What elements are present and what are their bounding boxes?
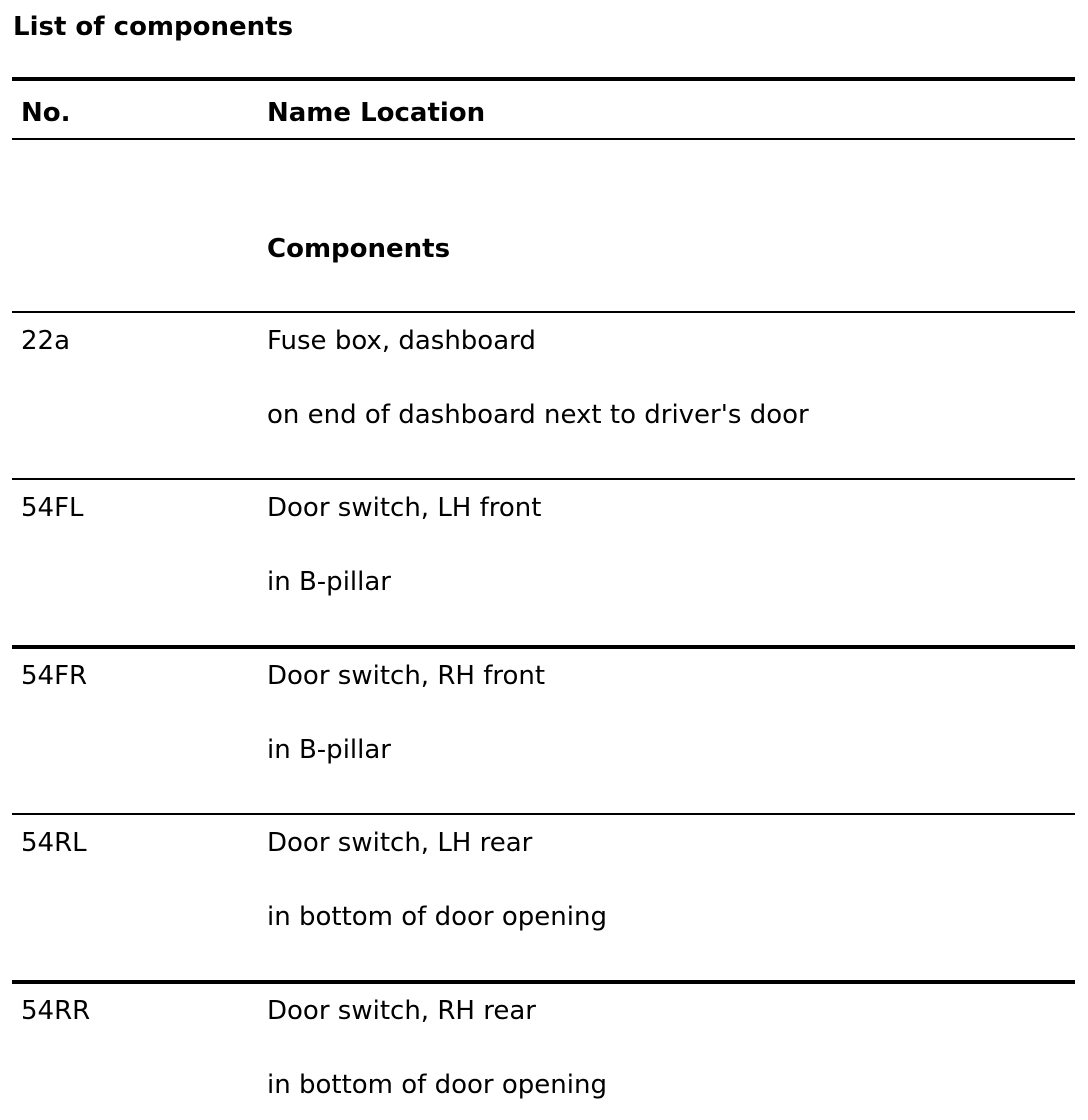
header-bottom-rule	[12, 138, 1075, 140]
row-number: 54RL	[21, 828, 87, 858]
page-title: List of components	[13, 12, 294, 42]
table-top-rule	[12, 77, 1075, 81]
column-header-no: No.	[21, 98, 71, 128]
row-number: 54FR	[21, 661, 88, 691]
row-name: Door switch, LH front	[267, 493, 542, 523]
row-number: 54RR	[21, 996, 91, 1026]
row-location: in bottom of door opening	[267, 902, 607, 932]
row-name: Door switch, RH rear	[267, 996, 536, 1026]
row-divider	[12, 478, 1075, 480]
row-divider	[12, 980, 1075, 984]
column-header-name-location: Name Location	[267, 98, 486, 128]
row-name: Door switch, LH rear	[267, 828, 533, 858]
row-location: in B-pillar	[267, 567, 391, 597]
section-bottom-rule	[12, 311, 1075, 313]
row-location: in bottom of door opening	[267, 1070, 607, 1100]
row-number: 54FL	[21, 493, 84, 523]
row-location: on end of dashboard next to driver's door	[267, 400, 809, 430]
row-number: 22a	[21, 326, 71, 356]
row-location: in B-pillar	[267, 735, 391, 765]
row-divider	[12, 813, 1075, 815]
row-name: Door switch, RH front	[267, 661, 546, 691]
section-label: Components	[267, 234, 451, 264]
row-name: Fuse box, dashboard	[267, 326, 536, 356]
row-divider	[12, 645, 1075, 649]
